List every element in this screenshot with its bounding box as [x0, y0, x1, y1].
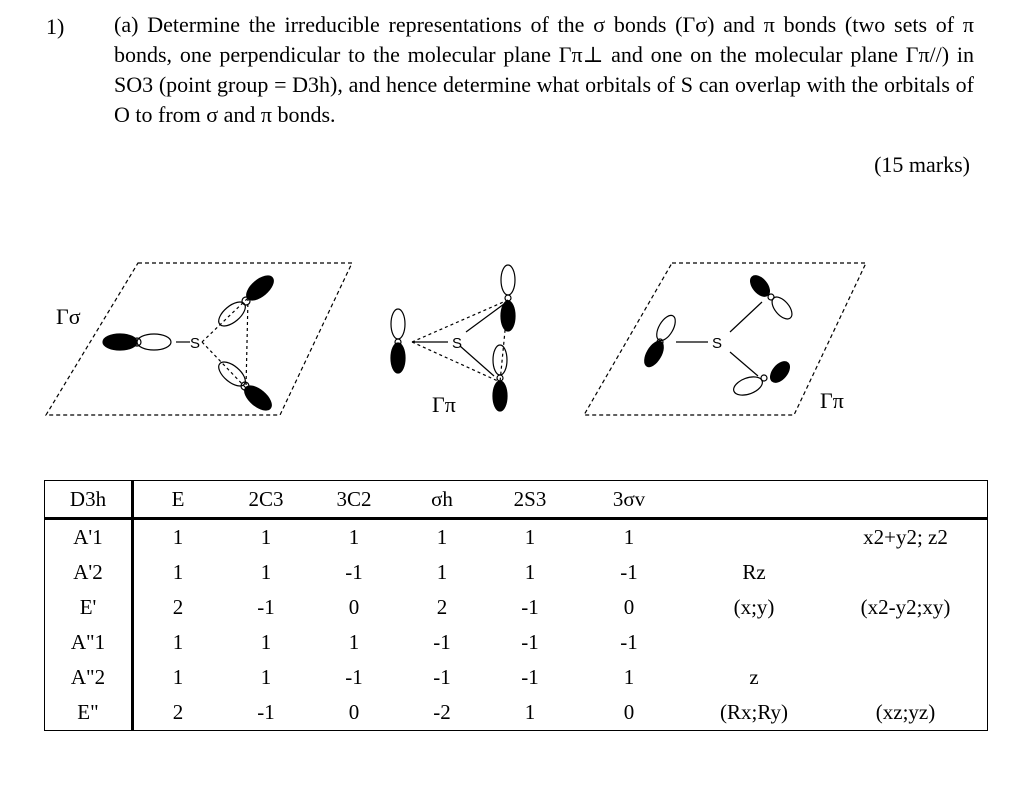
- table-cell: -1: [433, 630, 451, 654]
- header-cell: [684, 481, 824, 519]
- table-cell: 1: [260, 630, 272, 654]
- table-cell: -1: [222, 695, 310, 731]
- table-cell: 2: [133, 695, 223, 731]
- header-cell: D3h: [45, 481, 133, 519]
- table-cell: z: [749, 665, 759, 689]
- table-cell: -1: [521, 665, 539, 689]
- table-cell: 2: [172, 595, 184, 619]
- table-cell: [684, 519, 824, 556]
- pi-plane-label: Γπ: [820, 388, 844, 413]
- table-cell: [684, 625, 824, 660]
- table-cell: 1: [436, 560, 448, 584]
- table-cell: -1: [521, 630, 539, 654]
- table-cell: 1: [436, 525, 448, 549]
- table-cell: 1: [348, 525, 360, 549]
- table-cell: (Rx;Ry): [684, 695, 824, 731]
- table-cell: -1: [521, 595, 539, 619]
- orbital-diagrams: [0, 250, 1024, 430]
- character-table: [44, 480, 988, 731]
- marks-label: (15 marks): [874, 152, 970, 177]
- sulfur-label-middle: S: [452, 335, 463, 352]
- question-text: (a) Determine the irreducible representations of the σ bonds (Γσ) and π bonds (two sets of π bonds, one perpendicular to the molecular plane Γπ⊥ and one on the molecular plane Γπ//) in SO3 (point group = D3h), and hence determine what orbitals of S can overlap with the orbitals of O to from σ and π bonds.: [114, 12, 974, 127]
- table-header-row: [45, 481, 988, 519]
- table-cell: -1: [620, 630, 638, 654]
- sulfur-label-left: S: [190, 335, 201, 352]
- irrep-label: A"1: [45, 625, 133, 660]
- table-row: [45, 625, 988, 660]
- table-cell: 1: [260, 560, 272, 584]
- table-cell: (xz;yz): [824, 695, 988, 731]
- header-cell: 3C2: [310, 481, 398, 519]
- table-cell: Rz: [742, 560, 766, 584]
- table-cell: 1: [348, 630, 360, 654]
- table-cell: 1: [486, 695, 574, 731]
- table-cell: [824, 625, 988, 660]
- table-row: [45, 555, 988, 590]
- table-body: [45, 519, 988, 731]
- table-cell: -1: [345, 665, 363, 689]
- irrep-label: A"2: [45, 660, 133, 695]
- table-cell: 2: [436, 595, 448, 619]
- sulfur-label-right: S: [712, 335, 723, 352]
- table-cell: 0: [310, 695, 398, 731]
- irrep-label: A'2: [45, 555, 133, 590]
- character-table-container: [44, 480, 988, 731]
- table-row: [45, 695, 988, 731]
- table-cell: -2: [398, 695, 486, 731]
- irrep-label: A'1: [45, 519, 133, 556]
- sigma-label: Γσ: [56, 304, 81, 329]
- table-cell: (x;y): [733, 595, 775, 619]
- table-cell: (x2-y2;xy): [824, 590, 988, 625]
- table-cell: 1: [260, 525, 272, 549]
- table-cell: 1: [524, 560, 536, 584]
- table-cell: -1: [345, 560, 363, 584]
- table-row: [45, 660, 988, 695]
- header-cell: σh: [398, 481, 486, 519]
- table-cell: 1: [623, 525, 635, 549]
- header-cell: 2C3: [222, 481, 310, 519]
- table-cell: 1: [623, 665, 635, 689]
- table-row: [45, 590, 988, 625]
- header-cell: 3σv: [574, 481, 684, 519]
- table-cell: 1: [172, 665, 184, 689]
- table-cell: 1: [172, 560, 184, 584]
- table-row: [45, 519, 988, 556]
- table-cell: 1: [524, 525, 536, 549]
- irrep-label: E': [45, 590, 133, 625]
- table-cell: [824, 660, 988, 695]
- table-cell: 0: [348, 595, 360, 619]
- irrep-label: E": [45, 695, 133, 731]
- table-cell: 0: [623, 595, 635, 619]
- header-cell: E: [133, 481, 223, 519]
- table-cell: 1: [172, 630, 184, 654]
- table-cell: [824, 555, 988, 590]
- table-cell: 0: [574, 695, 684, 731]
- header-cell: [824, 481, 988, 519]
- question-number: 1): [46, 14, 65, 39]
- table-cell: x2+y2; z2: [824, 519, 988, 556]
- pi-perp-label: Γπ: [432, 392, 456, 417]
- table-cell: -1: [433, 665, 451, 689]
- table-cell: -1: [257, 595, 275, 619]
- table-cell: 1: [172, 525, 184, 549]
- header-cell: 2S3: [486, 481, 574, 519]
- table-cell: 1: [260, 665, 272, 689]
- table-cell: -1: [620, 560, 638, 584]
